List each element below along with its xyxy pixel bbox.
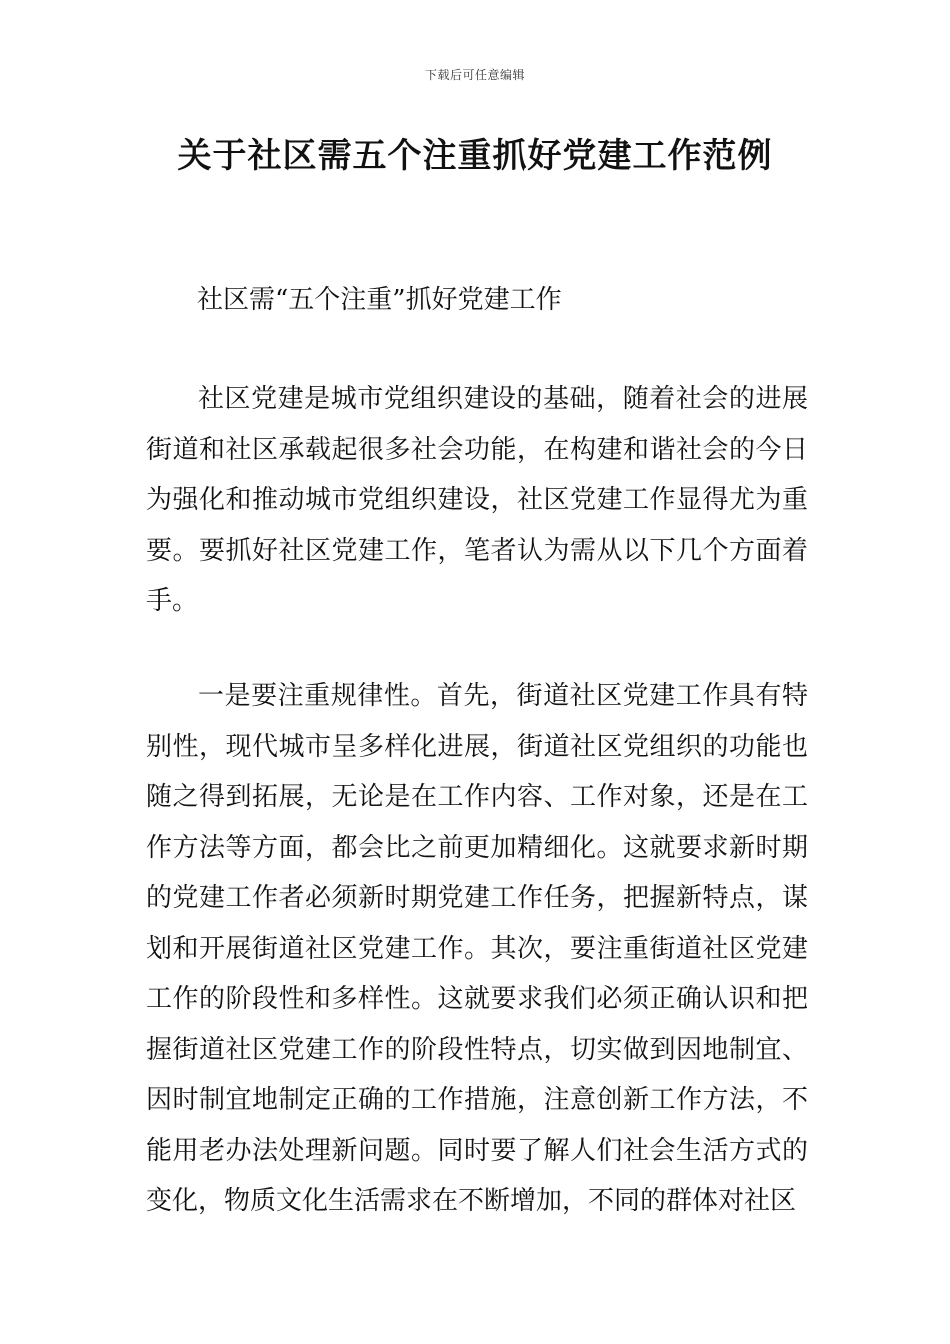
document-title: 关于社区需五个注重抓好党建工作范例 xyxy=(177,136,773,176)
document-subtitle: 社区需“五个注重”抓好党建工作 xyxy=(197,285,562,315)
body-paragraph: 社区党建是城市党组织建设的基础，随着社会的进展街道和社区承载起很多社会功能，在构建和谐社会的今日为强化和推动城市党组织建设，社区党建工作显得尤为重要。要抓好社区党建工作，笔者认为需从以下几个方面着手。 xyxy=(146,384,808,616)
body-paragraph: 一是要注重规律性。首先，街道社区党建工作具有特别性，现代城市呈多样化进展，街道社区党组织的功能也随之得到拓展，无论是在工作内容、工作对象，还是在工作方法等方面，都会比之前更加精细化。这就要求新时期的党建工作者必须新时期党建工作任务，把握新特点，谋划和开展街道社区党建工作。其次，要注重街道社区党建工作的阶段性和多样性。这就要求我们必须正确认识和把握街道社区党建工作的阶段性特点，切实做到因地制宜、因时制宜地制定正确的工作措施，注意创新工作方法，不能用老办法处理新问题。同时要了解人们社会生活方式的变化，物质文化生活需求在不断增加，不同的群体对社区 xyxy=(146,681,808,1216)
header-note: 下载后可任意编辑 xyxy=(424,68,525,82)
